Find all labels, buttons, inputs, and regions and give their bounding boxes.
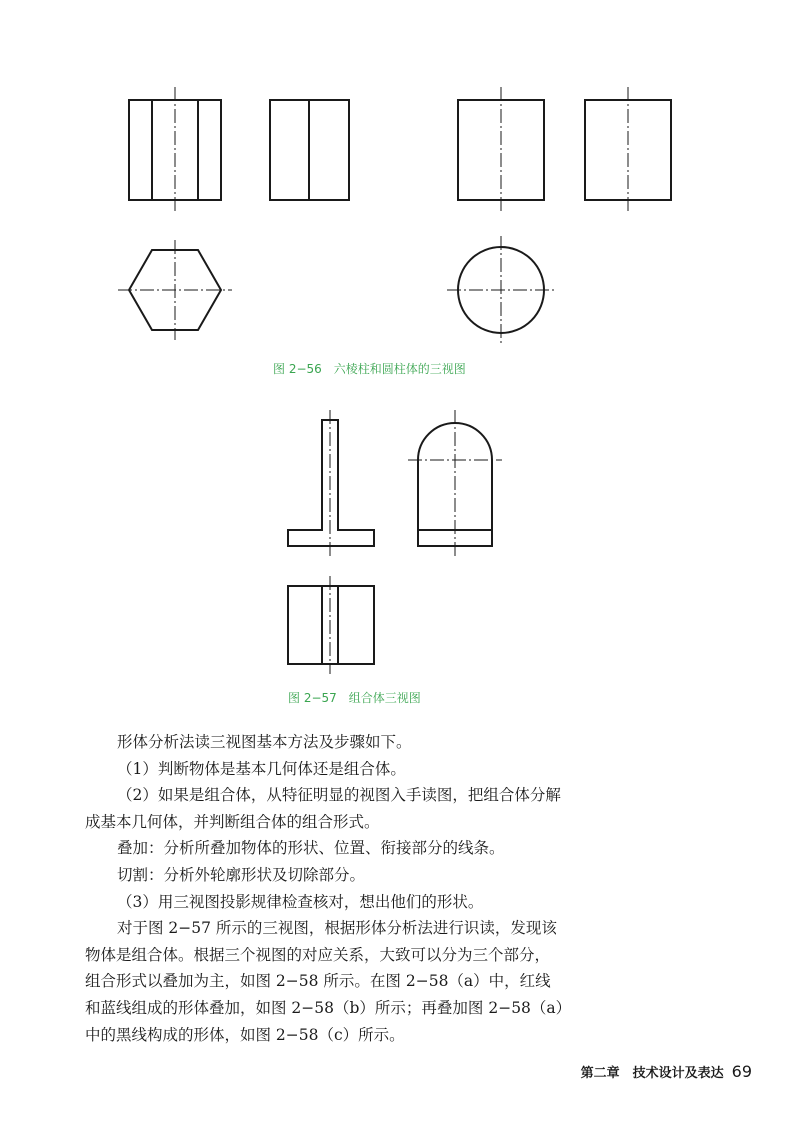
paragraph-step-3: （3）用三视图投影规律检查核对，想出他们的形状。 [117, 892, 484, 911]
composite-side-view [408, 410, 502, 556]
cylinder-side-view [585, 87, 671, 212]
paragraph-step-2: （2）如果是组合体，从特征明显的视图入手读图，把组合体分解成基本几何体，并判断组合体的组合形式。 [85, 786, 561, 831]
hex-prism-top-view [118, 240, 232, 340]
paragraph-analysis: 对于图 2−57 所示的三视图，根据形体分析法进行识读，发现该物体是组合体。根据三个视图的对应关系，大致可以分为三个部分，组合形式以叠加为主，如图 2−58 所示。在图 2−58（a）中，红线和蓝线组成的形体叠加，如图 2−58（b）所示；再叠加图 2−58（a）中的黑线构成的形体，如图 2−58（c）所示。 [85, 919, 564, 1044]
figure-caption-2-56: 图 2−56 六棱柱和圆柱体的三视图 [273, 362, 466, 376]
chapter-title: 第二章 技术设计及表达 [580, 1066, 724, 1081]
paragraph-intro: 形体分析法读三视图基本方法及步骤如下。 [117, 733, 412, 751]
composite-top-view [288, 576, 374, 674]
hex-prism-front-view [129, 87, 221, 212]
hex-prism-side-view [270, 100, 349, 200]
composite-front-view [288, 410, 374, 556]
body-text [85, 729, 565, 1048]
page-footer [581, 1062, 752, 1081]
paragraph-cutting: 切割：分析外轮廓形状及切除部分。 [117, 865, 366, 884]
cylinder-top-view [447, 236, 555, 344]
paragraph-stacking: 叠加：分析所叠加物体的形状、位置、衔接部分的线条。 [117, 839, 505, 858]
figure-caption-2-57: 图 2−57 组合体三视图 [288, 691, 421, 705]
page-number: 69 [731, 1062, 752, 1081]
cylinder-front-view [458, 87, 544, 212]
paragraph-step-1: （1）判断物体是基本几何体还是组合体。 [117, 759, 406, 778]
